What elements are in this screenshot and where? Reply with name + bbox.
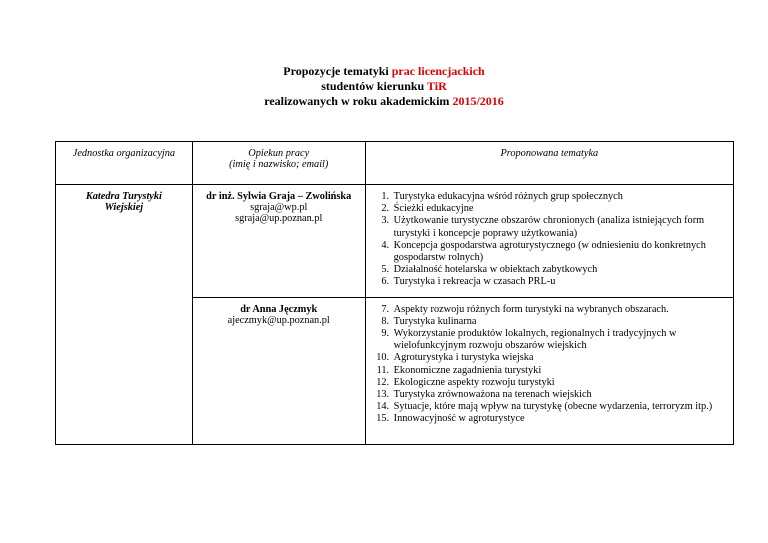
document-title [0, 64, 768, 109]
list-item: 14. Sytuacje, które mają wpływ na turystykę (obecne wydarzenia, terroryzm itp.) [392, 401, 729, 413]
topics-list [370, 191, 729, 289]
table-row [56, 185, 734, 298]
title-line-3: realizowanych w roku akademickim 2015/2016 [264, 94, 504, 108]
header-supervisor: Opiekun pracy (imię i nazwisko; email) [192, 142, 365, 185]
supervisor-cell [192, 297, 365, 444]
title-line-1: Propozycje tematyki prac licencjackich [283, 64, 485, 78]
title-line-2: studentów kierunku TiR [321, 79, 447, 93]
supervisor-email: sgraja@up.poznan.pl [235, 213, 323, 224]
list-item: 11. Ekonomiczne zagadnienia turystyki [392, 365, 729, 377]
header-unit: Jednostka organizacyjna [56, 142, 193, 185]
title-highlight: 2015/2016 [452, 94, 504, 108]
list-item: 1. Turystyka edukacyjna wśród różnych grup społecznych [392, 191, 729, 203]
list-item: 15. Innowacyjność w agroturystyce [392, 413, 729, 425]
list-item: 13. Turystyka zrównoważona na terenach wiejskich [392, 389, 729, 401]
supervisor-cell [192, 185, 365, 298]
title-highlight: TiR [427, 79, 447, 93]
list-item: 12. Ekologiczne aspekty rozwoju turystyki [392, 377, 729, 389]
list-item: 5. Działalność hotelarska w obiektach zabytkowych [392, 264, 729, 276]
list-item: 8. Turystyka kulinarna [392, 316, 729, 328]
unit-cell: Katedra Turystyki Wiejskiej [56, 185, 193, 445]
list-item: 6. Turystyka i rekreacja w czasach PRL-u [392, 276, 729, 288]
list-item: 4. Koncepcja gospodarstwa agroturystycznego (w odniesieniu do konkretnych gospodarstw rolnych) [392, 240, 729, 264]
header-topics: Proponowana tematyka [365, 142, 733, 185]
table-header-row [56, 142, 734, 185]
supervisor-email: sgraja@wp.pl [250, 202, 308, 213]
list-item: 7. Aspekty rozwoju różnych form turystyki na wybranych obszarach. [392, 304, 729, 316]
supervisor-name: dr Anna Jęczmyk [240, 303, 318, 315]
supervisor-name: dr inż. Sylwia Graja – Zwolińska [206, 191, 352, 202]
list-item: 3. Użytkowanie turystyczne obszarów chronionych (analiza istniejących form turystyki i koncepcje poprawy użytkowania) [392, 215, 729, 239]
list-item: 10. Agroturystyka i turystyka wiejska [392, 352, 729, 364]
topics-cell [365, 185, 733, 298]
topics-table [55, 141, 734, 445]
list-item: 9. Wykorzystanie produktów lokalnych, regionalnych i tradycyjnych w wielofunkcyjnym rozwoju obszarów wiejskich [392, 328, 729, 352]
supervisor-email: ajeczmyk@up.poznan.pl [227, 314, 330, 326]
title-highlight: prac licencjackich [391, 64, 485, 78]
topics-cell [365, 297, 733, 444]
list-item: 2. Ścieżki edukacyjne [392, 203, 729, 215]
topics-list [370, 304, 729, 426]
